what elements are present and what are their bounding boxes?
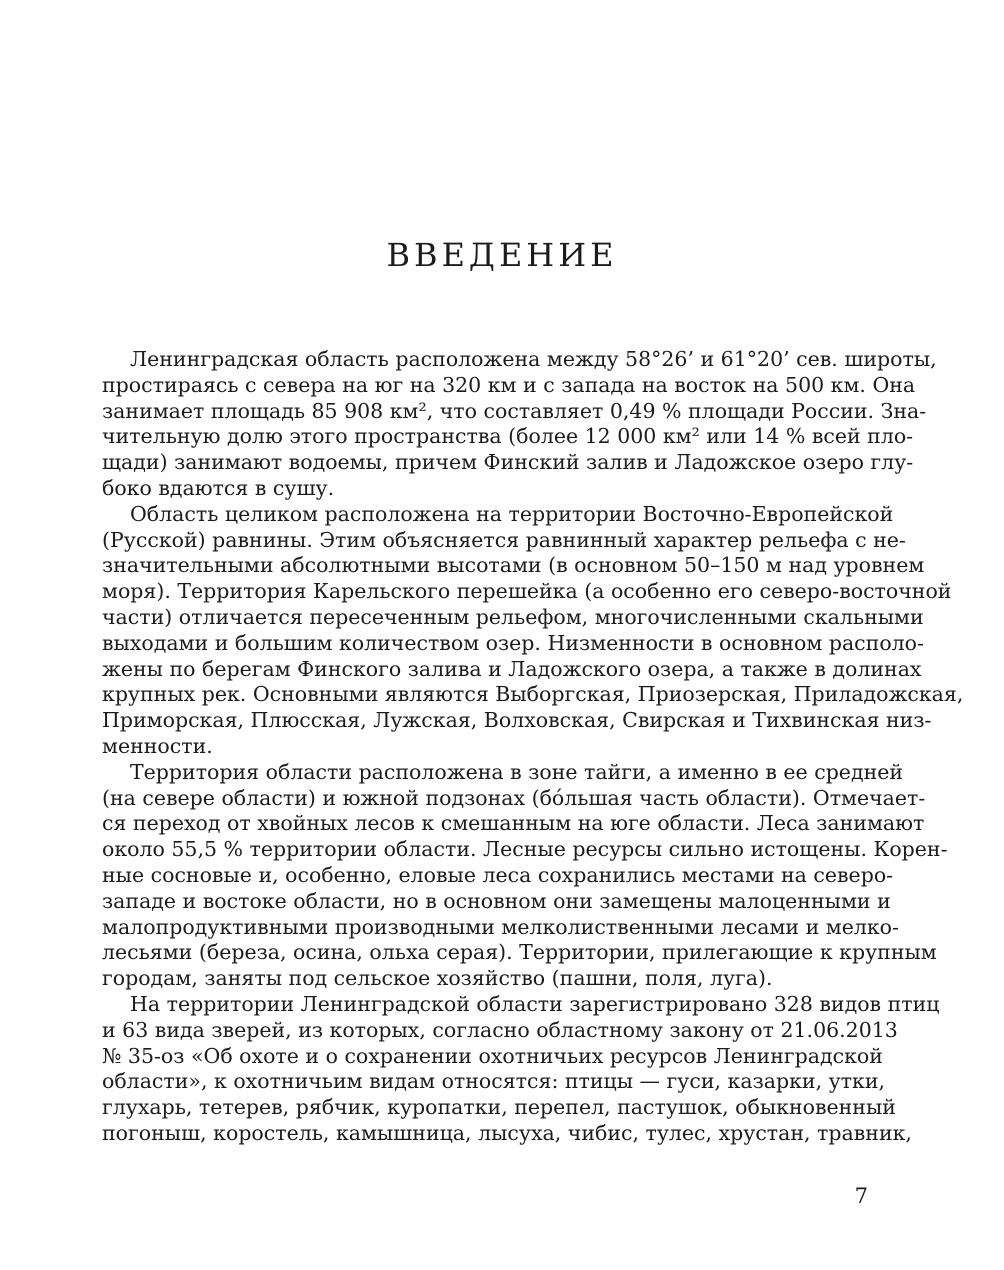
text-line: Область целиком расположена на территории Восточно-Европейской bbox=[130, 501, 894, 526]
text-line: боко вдаются в сушу. bbox=[102, 475, 335, 500]
text-line: (Русской) равнины. Этим объясняется равнинный характер рельефа с не- bbox=[102, 527, 906, 552]
text-line: части) отличается пересеченным рельефом, многочисленными скальными bbox=[102, 604, 924, 629]
text-line: На территории Ленинградской области зарегистрировано 328 видов птиц bbox=[130, 991, 940, 1016]
text-line: глухарь, тетерев, рябчик, куропатки, перепел, пастушок, обыкновенный bbox=[102, 1095, 896, 1120]
text-line: крупных рек. Основными являются Выборгская, Приозерская, Приладожская, bbox=[102, 682, 964, 707]
text-line: чительную долю этого пространства (более 12 000 км² или 14 % всей пло- bbox=[102, 424, 914, 449]
text-line: Территория области расположена в зоне тайги, а именно в ее средней bbox=[130, 759, 904, 784]
text-line: и 63 вида зверей, из которых, согласно областному закону от 21.06.2013 bbox=[102, 1017, 898, 1042]
text-line: жены по берегам Финского залива и Ладожского озера, а также в долинах bbox=[102, 656, 922, 681]
text-line: городам, заняты под сельское хозяйство (пашни, поля, луга). bbox=[102, 966, 773, 991]
text-line: моря). Территория Карельского перешейка (а особенно его северо-восточной bbox=[102, 579, 952, 604]
paragraph bbox=[102, 347, 937, 502]
text-line: малопродуктивными производными мелколиственными лесами и мелко- bbox=[102, 914, 899, 939]
page-number: 7 bbox=[854, 1184, 868, 1208]
text-line: лесьями (береза, осина, ольха серая). Территории, прилегающие к крупным bbox=[102, 940, 937, 965]
text-line: щади) занимают водоемы, причем Финский залив и Ладожское озеро глу- bbox=[102, 450, 914, 475]
body-text bbox=[102, 347, 964, 1147]
text-line: № 35-оз «Об охоте и о сохранении охотничьих ресурсов Ленинградской bbox=[102, 1043, 883, 1068]
paragraph bbox=[102, 991, 940, 1147]
text-line: выходами и большим количеством озер. Низменности в основном располо- bbox=[102, 630, 924, 655]
text-line: погоныш, коростель, камышница, лысуха, чибис, тулес, хрустан, травник, bbox=[102, 1120, 912, 1145]
text-line: (на севере области) и южной подзонах (бóльшая часть области). Отмечает- bbox=[102, 785, 926, 810]
text-line: области», к охотничьим видам относятся: птицы — гуси, казарки, утки, bbox=[102, 1069, 886, 1094]
text-line: значительными абсолютными высотами (в основном 50–150 м над уровнем bbox=[102, 553, 925, 578]
text-line: Приморская, Плюсская, Лужская, Волховская, Свирская и Тихвинская низ- bbox=[102, 708, 932, 733]
text-line: занимает площадь 85 908 км², что составляет 0,49 % площади России. Зна- bbox=[102, 398, 927, 423]
text-line: простираясь с севера на юг на 320 км и с запада на восток на 500 км. Она bbox=[102, 372, 916, 397]
text-line: ся переход от хвойных лесов к смешанным на юге области. Леса занимают bbox=[102, 811, 925, 836]
text-line: западе и востоке области, но в основном они замещены малоценными и bbox=[102, 888, 891, 913]
chapter-title: ВВЕДЕНИЕ bbox=[386, 236, 618, 274]
text-line: около 55,5 % территории области. Лесные ресурсы сильно истощены. Корен- bbox=[102, 837, 948, 862]
paragraph bbox=[102, 501, 964, 760]
text-line: менности. bbox=[102, 733, 213, 758]
text-line: Ленинградская область расположена между 58°26’ и 61°20’ сев. широты, bbox=[130, 347, 937, 371]
paragraph bbox=[102, 759, 948, 992]
text-line: ные сосновые и, особенно, еловые леса сохранились местами на северо- bbox=[102, 862, 894, 887]
